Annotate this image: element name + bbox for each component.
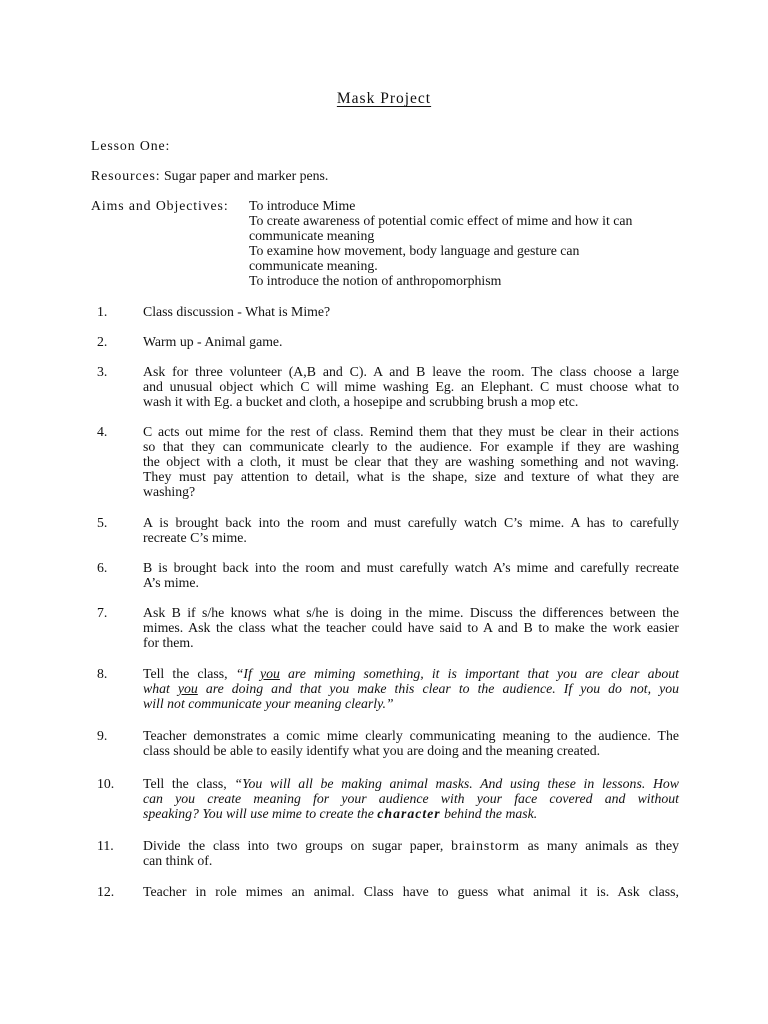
item-line: C acts out mime for the rest of class. Remind them that they must be clear in their actions <box>143 424 679 439</box>
item-line: Teacher demonstrates a comic mime clearly communicating meaning to the audience. The <box>143 728 679 743</box>
aims-list <box>249 198 669 288</box>
item-line: Teacher in role mimes an animal. Class have to guess what animal it is. Ask class, <box>143 884 679 899</box>
item-line: for them. <box>143 635 194 650</box>
item-line: can you create meaning for your audience with your face covered and without <box>143 791 679 806</box>
item-text <box>143 334 679 349</box>
item-line: Tell the class, “If you are miming something, it is important that you are clear about <box>143 666 679 681</box>
item-line: Divide the class into two groups on sugar paper, brainstorm as many animals as they <box>143 838 680 853</box>
document-title: Mask Project <box>336 90 432 107</box>
item-number: 2. <box>97 334 108 349</box>
item-line: washing? <box>143 484 196 499</box>
item-line: Warm up - Animal game. <box>143 334 283 349</box>
item-text <box>143 838 679 868</box>
item-line: can think of. <box>143 853 213 868</box>
item-line: what you are doing and that you make this clear to the audience. If you do not, you <box>143 681 679 696</box>
item-line: and unusual object which C will mime washing Eg. an Elephant. C must choose what to <box>143 379 679 394</box>
item-line: wash it with Eg. a bucket and cloth, a hosepipe and scrubbing brush a mop etc. <box>143 394 579 409</box>
item-line: Ask for three volunteer (A,B and C). A and B leave the room. The class choose a large <box>143 364 679 379</box>
aims-line: To introduce Mime <box>249 198 356 213</box>
aims-label: Aims and Objectives: <box>91 198 229 213</box>
item-line: Tell the class, “You will all be making animal masks. And using these in lessons. How <box>143 776 680 791</box>
item-text <box>143 515 679 545</box>
resources-line <box>91 168 328 183</box>
item-text <box>143 666 679 711</box>
item-line: will not communicate your meaning clearly.” <box>143 696 394 711</box>
item-line: B is brought back into the room and must carefully watch A’s mime and carefully recreate <box>143 560 679 575</box>
item-line: the object with a cloth, it must be clear that they are washing something and not waving. <box>143 454 679 469</box>
item-text <box>143 304 679 319</box>
item-line: so that they can communicate clearly to the audience. For example if they are washing <box>143 439 679 454</box>
item-line: Class discussion - What is Mime? <box>143 304 331 319</box>
item-line: speaking? You will use mime to create the character behind the mask. <box>143 806 538 821</box>
item-text <box>143 560 679 590</box>
resources-label: Resources: <box>91 168 161 183</box>
resources-text: Sugar paper and marker pens. <box>164 168 329 183</box>
aims-line: To examine how movement, body language and gesture can <box>249 243 580 258</box>
lesson-heading: Lesson One: <box>91 138 171 153</box>
item-number: 5. <box>97 515 108 530</box>
item-text <box>143 424 679 499</box>
item-line: They must pay attention to detail, what is the shape, size and texture of what they are <box>143 469 679 484</box>
aims-line: To introduce the notion of anthropomorphism <box>249 273 502 288</box>
item-line: A’s mime. <box>143 575 199 590</box>
item-number: 8. <box>97 666 108 681</box>
aims-line: communicate meaning <box>249 228 375 243</box>
item-text <box>143 776 679 821</box>
item-text <box>143 728 679 758</box>
item-number: 3. <box>97 364 108 379</box>
item-line: A is brought back into the room and must carefully watch C’s mime. A has to carefully <box>143 515 679 530</box>
item-number: 9. <box>97 728 108 743</box>
aims-line: To create awareness of potential comic effect of mime and how it can <box>249 213 633 228</box>
item-line: class should be able to easily identify what you are doing and the meaning created. <box>143 743 601 758</box>
aims-line: communicate meaning. <box>249 258 378 273</box>
item-number: 12. <box>97 884 115 899</box>
item-number: 7. <box>97 605 108 620</box>
item-text <box>143 605 679 650</box>
item-text <box>143 364 679 409</box>
item-text <box>143 884 679 899</box>
item-number: 1. <box>97 304 108 319</box>
item-line: Ask B if s/he knows what s/he is doing in the mime. Discuss the differences between the <box>143 605 679 620</box>
item-number: 10. <box>97 776 115 791</box>
item-line: mimes. Ask the class what the teacher could have said to A and B to make the work easier <box>143 620 679 635</box>
item-number: 11. <box>97 838 114 853</box>
item-number: 6. <box>97 560 108 575</box>
item-number: 4. <box>97 424 108 439</box>
item-line: recreate C’s mime. <box>143 530 247 545</box>
